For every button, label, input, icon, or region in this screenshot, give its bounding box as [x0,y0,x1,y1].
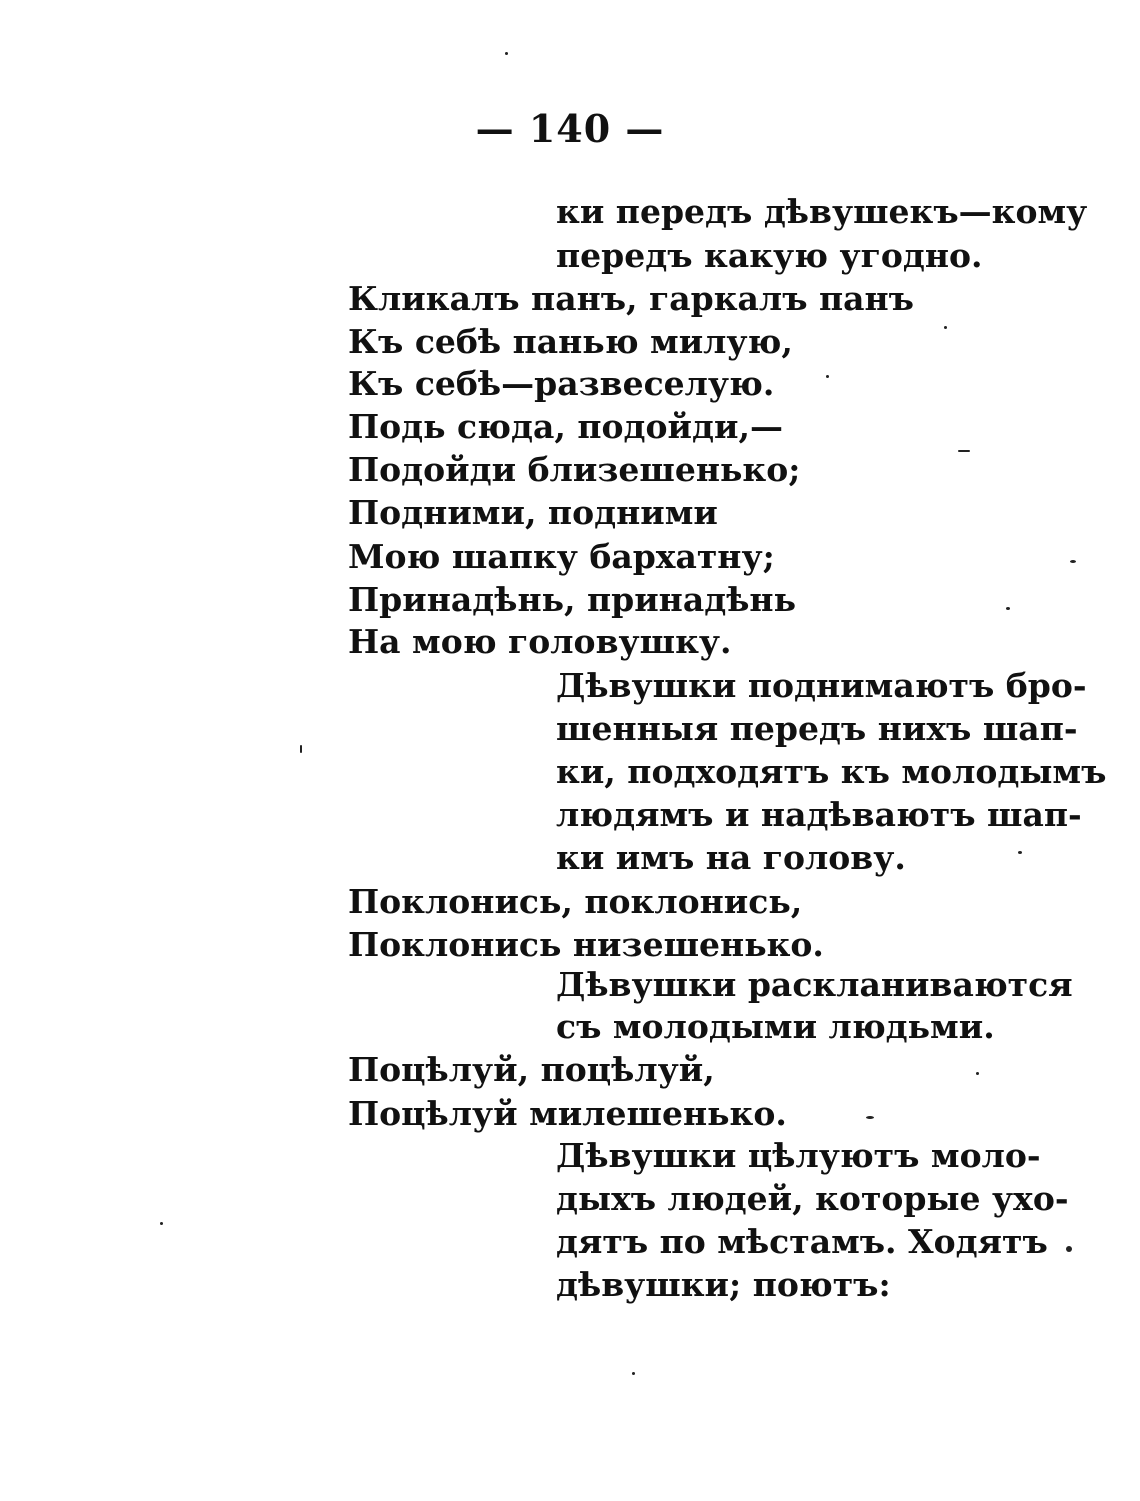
verse-line: Подними, подними [348,493,718,532]
stage-direction-line: шенныя передъ нихъ шап- [556,709,1078,748]
verse-line: Поцѣлуй, поцѣлуй, [348,1050,715,1089]
scan-speck [1006,607,1010,610]
verse-line: Мою шапку бархатну; [348,537,775,576]
scan-speck [976,1072,979,1075]
stage-direction-line: Дѣвушки раскланиваются [556,965,1073,1004]
verse-line: Подь сюда, подойди,— [348,407,783,446]
stage-direction-line: Дѣвушки поднимаютъ бро- [556,666,1087,705]
stage-direction-line: передъ какую угодно. [556,236,983,275]
scan-speck [505,52,508,55]
scan-speck [1066,1246,1072,1252]
stage-direction-line: съ молодыми людьми. [556,1007,995,1046]
stage-direction-line: людямъ и надѣваютъ шап- [556,795,1082,834]
scan-speck [632,1372,635,1375]
stage-direction-line: Дѣвушки цѣлуютъ моло- [556,1136,1041,1175]
stage-direction-line: ки имъ на голову. [556,838,906,877]
verse-line: Принадѣнь, принадѣнь [348,580,796,619]
scan-speck [1070,560,1076,563]
verse-line: Поклонись низешенько. [348,925,824,964]
stage-direction-line: дѣвушки; поютъ: [556,1265,891,1304]
scan-speck [826,375,829,378]
stage-direction-line: дыхъ людей, которые ухо- [556,1179,1069,1218]
scan-speck [1018,851,1022,854]
scan-speck [944,326,947,329]
scan-speck [958,450,970,452]
stage-direction-line: дятъ по мѣстамъ. Ходятъ [556,1222,1048,1261]
verse-line: На мою головушку. [348,622,732,661]
verse-line: Подойди близешенько; [348,450,801,489]
verse-line: Поклонись, поклонись, [348,882,803,921]
verse-line: Къ себѣ панью милую, [348,322,793,361]
verse-line: Къ себѣ—развеселую. [348,364,775,403]
page-number: — 140 — [475,106,665,151]
scan-speck [160,1222,163,1225]
verse-line: Поцѣлуй милешенько. [348,1094,787,1133]
stage-direction-line: ки передъ дѣвушекъ—кому [556,192,1088,231]
scan-speck [866,1116,874,1119]
verse-line: Кликалъ панъ, гаркалъ панъ [348,279,914,318]
stage-direction-line: ки, подходятъ къ молодымъ [556,752,1107,791]
scan-speck [300,745,302,753]
